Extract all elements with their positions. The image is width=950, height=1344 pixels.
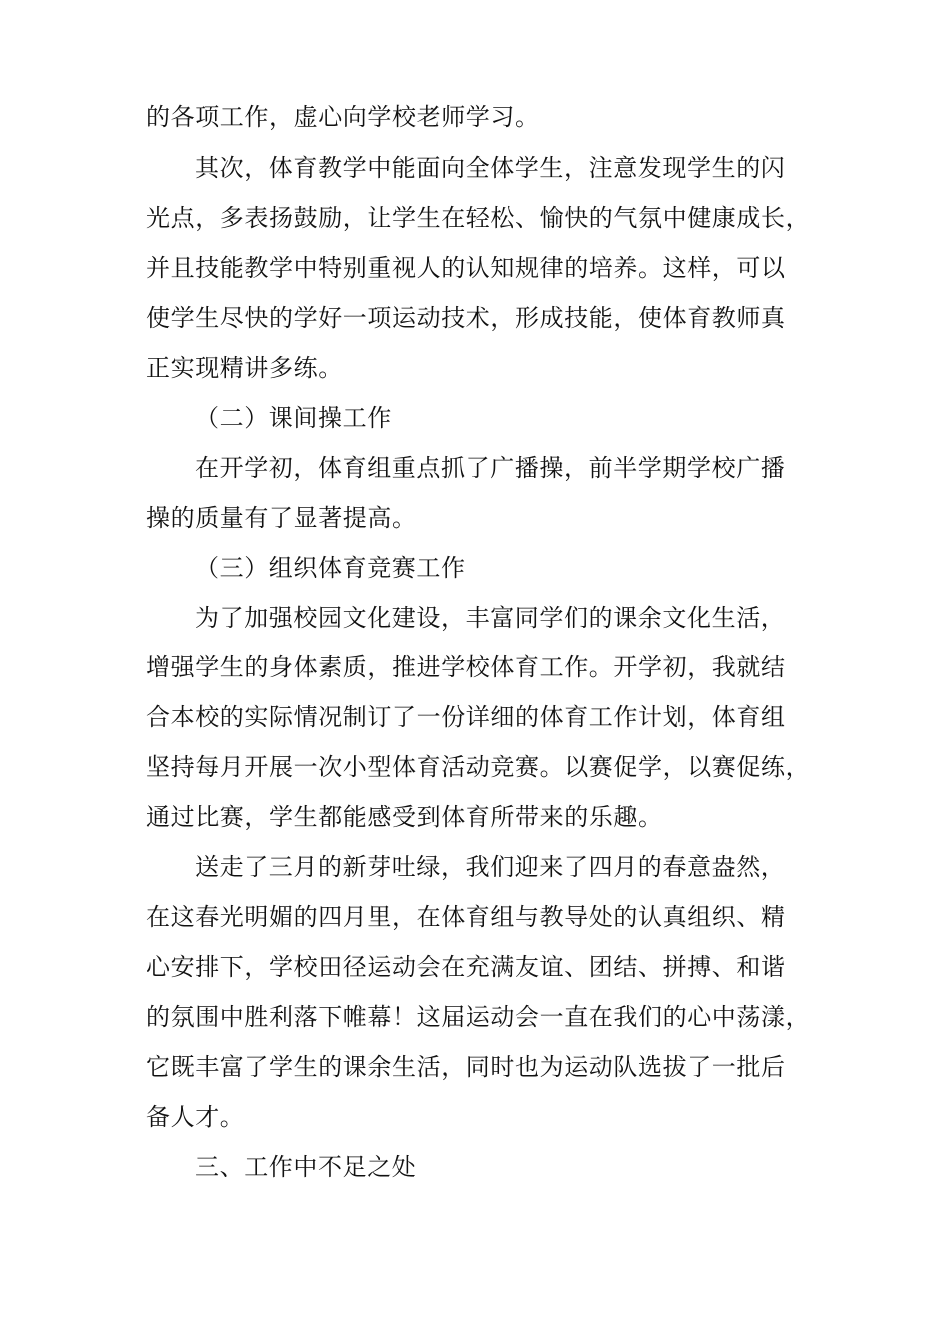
text-line: 光点，多表扬鼓励，让学生在轻松、愉快的气氛中健康成长， (146, 204, 811, 232)
paragraph-first-line: 为了加强校园文化建设，丰富同学们的课余文化生活， (195, 604, 786, 632)
text-line: 操的质量有了显著提高。 (146, 504, 417, 532)
paragraph-first-line: 送走了三月的新芽吐绿，我们迎来了四月的春意盎然， (195, 853, 786, 881)
text-line: 通过比赛，学生都能感受到体育所带来的乐趣。 (146, 803, 663, 831)
text-line: 并且技能教学中特别重视人的认知规律的培养。这样，可以 (146, 254, 786, 282)
text-line: 使学生尽快的学好一项运动技术，形成技能，使体育教师真 (146, 304, 786, 332)
paragraph-first-line: 其次，体育教学中能面向全体学生，注意发现学生的闪 (195, 154, 786, 182)
section-heading: （三）组织体育竞赛工作 (195, 554, 466, 582)
text-line: 的各项工作，虚心向学校老师学习。 (146, 103, 540, 131)
text-line: 备人才。 (146, 1103, 245, 1131)
paragraph-first-line: 在开学初，体育组重点抓了广播操，前半学期学校广播 (195, 454, 786, 482)
text-line: 心安排下，学校田径运动会在充满友谊、团结、拼搏、和谐 (146, 953, 786, 981)
text-line: 正实现精讲多练。 (146, 354, 343, 382)
text-line: 它既丰富了学生的课余生活，同时也为运动队选拔了一批后 (146, 1053, 786, 1081)
text-line: 在这春光明媚的四月里，在体育组与教导处的认真组织、精 (146, 903, 786, 931)
section-heading: （二）课间操工作 (195, 404, 392, 432)
text-line: 合本校的实际情况制订了一份详细的体育工作计划，体育组 (146, 703, 786, 731)
text-line: 增强学生的身体素质，推进学校体育工作。开学初，我就结 (146, 653, 786, 681)
section-heading: 三、工作中不足之处 (195, 1153, 417, 1181)
text-line: 的氛围中胜利落下帷幕！这届运动会一直在我们的心中荡漾， (146, 1003, 811, 1031)
text-line: 坚持每月开展一次小型体育活动竞赛。以赛促学，以赛促练， (146, 753, 811, 781)
